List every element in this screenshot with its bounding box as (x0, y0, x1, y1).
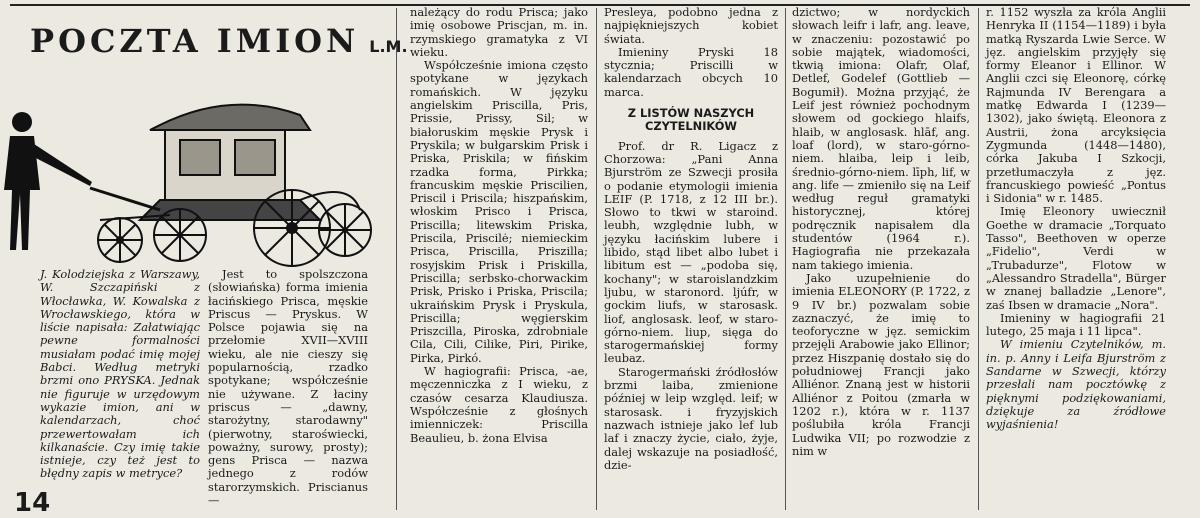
answer-paragraph: Jest to spolszczona (słowiańska) forma imienia łacińskiego Prisca, męskie Priscus — Pryskus. W Polsce pojawia się na przełomie XVII—XVIII wieku, ale nie cieszy się popularnością, rzadko spotykane; współcześnie nie używane. Z łaciny priscus — „dawny, starożytny, starodawny" (pierwotny, staroświecki, poważny, surowy, prosty); gens Prisca — nazwa jednego z rodów starorzymskich. Priscianus — (208, 267, 368, 508)
letter-paragraph: Prof. dr R. Ligacz z Chorzowa: „Pani Anna Bjurström ze Szwecji prosiła o podanie etymologii imienia LEIF (P. 1718, z 12 III br.). Słowo to tkwi w staroind. leubh, względnie lubh, w języku łacińskim lubere i libido, stąd libet albo lubet i libitum est — „podoba się, kochany"; w staroislandzkim ljubu, w staronord. ljúfr, w gockim liufs, w starosask. liof, anglosask. leof, w staro-górno-niem. liup, sięga do starogermańskiej formy leubaz. (604, 138, 778, 366)
page-number: 14 (14, 488, 51, 518)
reader-question-column (40, 268, 200, 481)
column-divider (785, 8, 786, 510)
letter-column-3 (986, 6, 1166, 432)
article-header (30, 22, 408, 60)
closing-note: W imieniu Czytelników, m. in. p. Anny i Leifa Bjurström z Sandarne w Szwecji, którzy przesłali nam pocztówkę z pięknymi podziękowaniami, dziękuje za źródłowe wyjaśnienia! (986, 337, 1166, 432)
column-divider (596, 8, 597, 510)
answer-column-2 (410, 6, 588, 445)
answer-paragraph: Współcześnie imiona często spotykane w językach romańskich. W języku angielskim Priscilla, Pris, Prissie, Prissy, Sil; w białoruskim męskie Prysk i Pryskila; w bułgarskim Prisk i Priska, Priskila; w fińskim rzadka forma, Pirkka; francuskim męskie Priscilien, Priscil i Priscila; hiszpańskim, włoskim Prisco i Prisca, Priscilla; litewskim Priska, Priscila, Priscilė; niemieckim Prisca, Priscilla, Priszilla; rosyjskim Prisk i Priskilla, Priscilla; serbsko-chorwackim Prisk, Prisko i Priska, Priscila; ukraińskim Prysk i Pryskula, Priscilla; węgierskim Priszcilla, Piroska, zdrobniale Cila, Cili, Cilike, Piri, Pirike, Pirka, Pirkó. (410, 58, 588, 365)
article-author: L.M. (369, 37, 408, 56)
letter-paragraph: Starogermański źródłosłów brzmi laiba, zmienione później w leip względ. leif; w starosask. i fryzyjskich nazwach istnieje jako lef lub laf i znaczy życie, ciało, żyje, dalej wskazuje na posiadłość, dzie- (604, 364, 778, 472)
answer-column-3 (604, 6, 778, 472)
answer-paragraph: Presleya, podobno jedna z najpiękniejszych kobiet świata. (604, 5, 778, 46)
article-title: POCZTA IMION (30, 22, 360, 60)
letter-paragraph: Imieniny w hagiografii 21 lutego, 25 maja i 11 lipca". (986, 310, 1166, 339)
letter-paragraph: dzictwo; w nordyckich słowach leifr i lafr, ang. leave, w znaczeniu: pozostawić po sobie majątek, wiadomości, tkwią imiona: Olafr, Olaf, Detlef, Godelef (Gottlieb — Bogumił). Można przyjąć, że Leif jest również pochodnym słowem od gockiego hlaifs, hlaib, w anglosask. hlāf, ang. loaf (lord), w staro-górno-niem. hlaiba, leip i leib, średnio-górno-niem. līph, lif, w ang. life — zmieniło się na Leif według reguł gramatyki historycznej, której podręcznik napisałem dla studentów (1964 r.). Hagiografia nie przekazała nam takiego imienia. (792, 5, 970, 272)
letter-paragraph: r. 1152 wyszła za króla Anglii Henryka II (1154—1189) i była matką Ryszarda Lwie Serce. W jęz. angielskim przyjęły się formy Eleanor i Ellinor. W Anglii czci się Eleonorę, córkę Rajmunda IV Berengara a matkę Edwarda I (1239—1302), jako świętą. Eleonora z Austrii, żona arcyksięcia Zygmunda (1448—1480), córka Jakuba I Szkocji, przetłumaczyła z jęz. francuskiego powieść „Pontus i Sidonia" w r. 1485. (986, 5, 1166, 206)
answer-paragraph: należący do rodu Prisca; jako imię osobowe Priscjan, m. in. rzymskiego gramatyka z VI wieku. (410, 5, 588, 59)
answer-column-1 (208, 268, 368, 507)
man-with-carriage-illustration (0, 70, 380, 270)
letter-paragraph: Imię Eleonory uwiecznił Goethe w dramacie „Torquato Tasso", Beethoven w operze „Fidelio", Verdi w „Trubadurze", Flotow w „Alessandro Stradella", Bürger w znanej balladzie „Lenore", zaś Ibsen w dramacie „Nora". (986, 204, 1166, 312)
column-divider (978, 8, 979, 510)
section-heading: Z LISTÓW NASZYCH CZYTELNIKÓW (627, 106, 755, 134)
answer-paragraph: W hagiografii: Prisca, -ae, męczenniczka z I wieku, z czasów cesarza Klaudiusza. Współcześnie z głośnych imienniczek: Priscilla Beaulieu, b. żona Elvisa (410, 364, 588, 445)
reader-question: J. Kolodziejska z Warszawy, W. Szczapiński z Włocławka, W. Kowalska z Wrocławskiego, która w liście napisała: Załatwiając pewne formalności musiałam podać imię mojej Babci. Według metryki brzmi ono PRYSKA. Jednak nie figuruje w urzędowym wykazie imion, ani w kalendarzach, choć przewertowałam ich kilkanaście. Czy imię takie istnieje, czy też jest to błędny zapis w metryce? (40, 267, 200, 481)
letter-column-2 (792, 6, 970, 458)
letter-paragraph: Jako uzupełnienie do imienia ELEONORY (P. 1722, z 9 IV br.) pozwalam sobie zaznaczyć, że imię to teoforyczne w jęz. semickim przejęli Arabowie jako Ellinor; przez Hiszpanię dostało się do południowej Francji jako Alliénor. Znaną jest w historii Alliénor z Poitou (zmarła w 1202 r.), która w r. 1137 poślubiła króla Francji Ludwika VII; po rozwodzie z nim w (792, 270, 970, 458)
answer-paragraph: Imieniny Pryski 18 stycznia; Priscilli w kalendarzach obcych 10 marca. (604, 44, 778, 99)
column-divider (396, 8, 397, 510)
